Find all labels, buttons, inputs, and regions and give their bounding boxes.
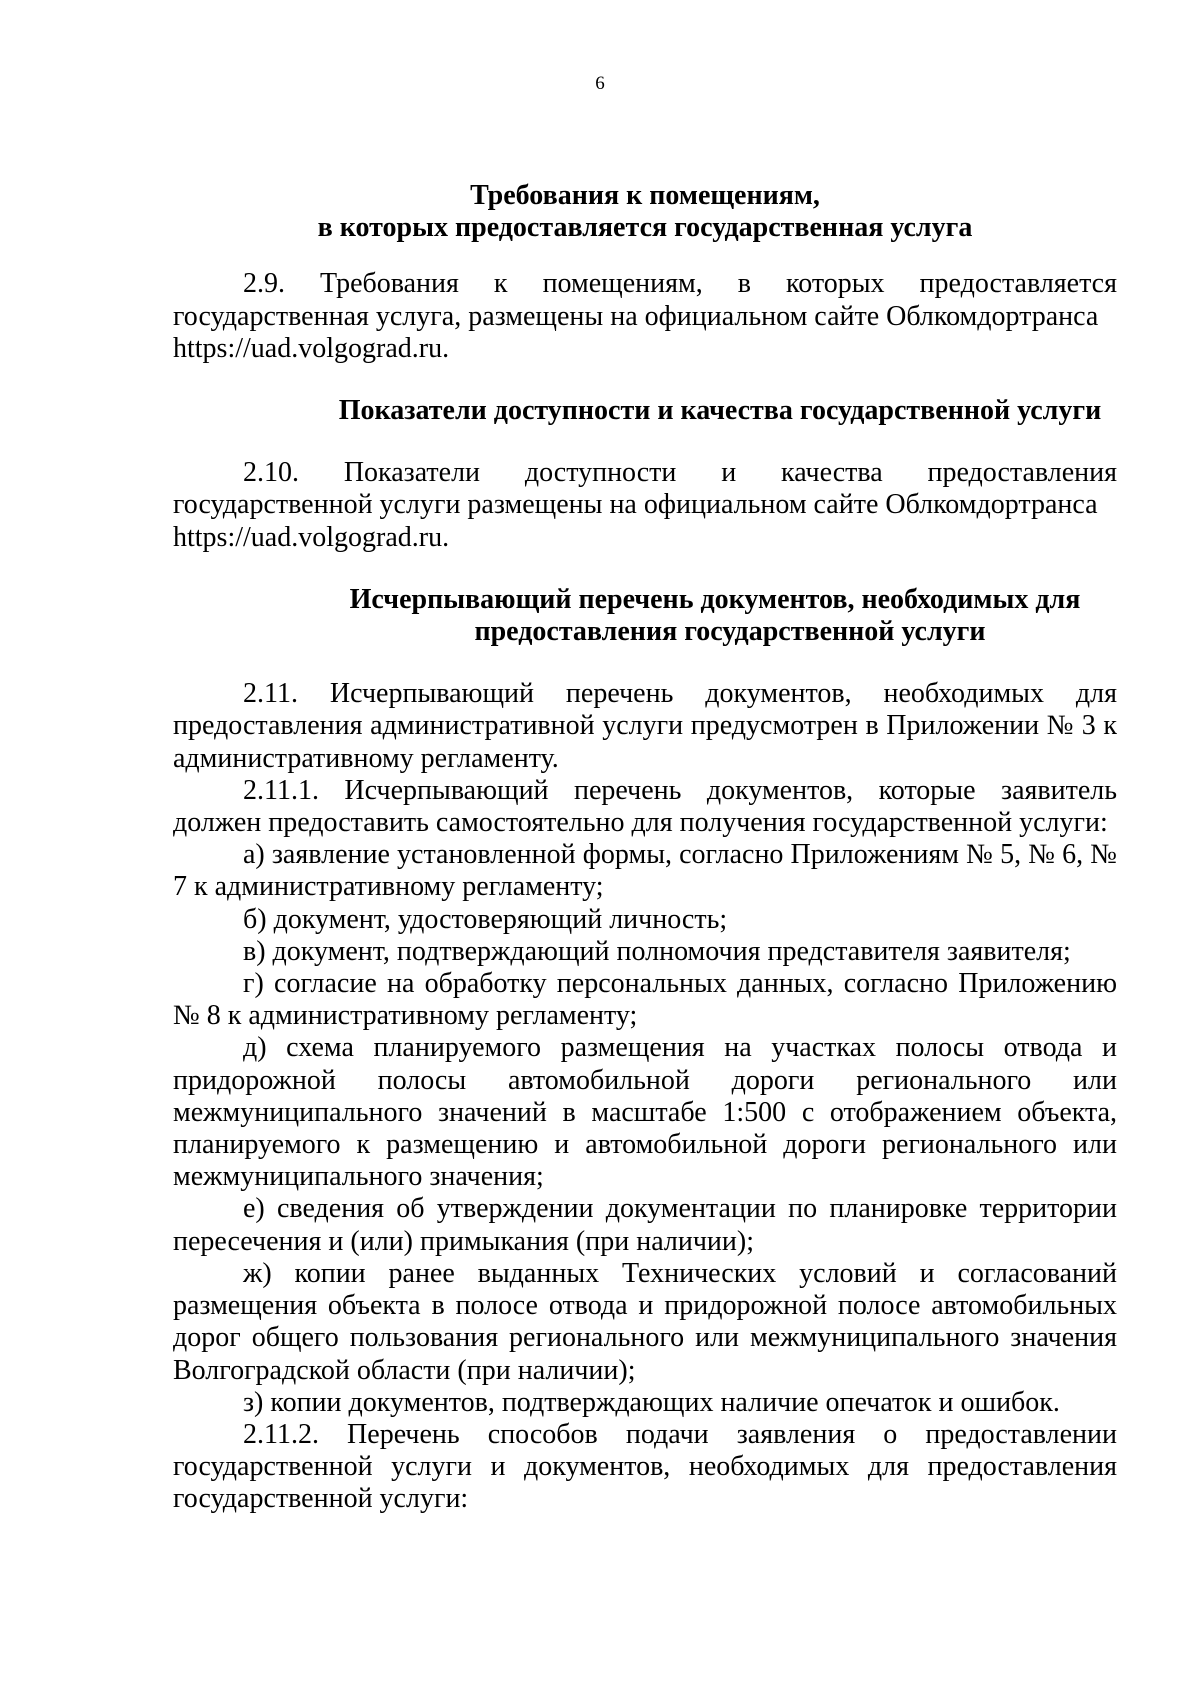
heading-line: Показатели доступности и качества государственной услуги [338,395,1102,427]
paragraph-2-11-2: 2.11.2. Перечень способов подачи заявления о предоставлении государственной услуги и документов, необходимых для предоставления государственной услуги: [173,1418,1117,1515]
document-body [173,180,1117,1516]
website-url: https://uad.volgograd.ru. [173,332,450,364]
paragraph-2-10 [173,457,1117,554]
heading-documents-list [173,584,1117,648]
list-item-d: д) схема планируемого размещения на участках полосы отвода и придорожной полосы автомобильной дороги регионального или межмуниципального значений в масштабе 1:500 с отображением объекта, планируемого к размещению и автомобильной дороги регионального или межмуниципального значения; [173,1032,1117,1193]
list-item-z: з) копии документов, подтверждающих наличие опечаток и ошибок. [243,1386,1060,1418]
list-item-g: г) согласие на обработку персональных данных, согласно Приложению № 8 к административному регламенту; [173,968,1117,1032]
website-url: https://uad.volgograd.ru. [173,521,450,553]
paragraph-text: 2.10. Показатели доступности и качества предоставления государственной услуги размещены на официальном сайте Облкомдортранса [173,457,1117,521]
heading-accessibility-indicators [173,395,1117,427]
heading-line: Требования к помещениям, [470,180,820,211]
list-item-e: е) сведения об утверждении документации по планировке территории пересечения и (или) примыкания (при наличии); [173,1193,1117,1257]
page-number: 6 [595,73,605,94]
list-item-b: б) документ, удостоверяющий личность; [243,903,728,935]
paragraph-2-9 [173,268,1117,365]
heading-premises-requirements [173,180,1117,244]
list-item-v: в) документ, подтверждающий полномочия представителя заявителя; [243,935,1071,967]
heading-line: предоставления государственной услуги [474,616,986,648]
paragraph-text: 2.9. Требования к помещениям, в которых предоставляется государственная услуга, размещены на официальном сайте Облкомдортранса [173,268,1117,332]
list-item-a: а) заявление установленной формы, согласно Приложениям № 5, № 6, № 7 к административному регламенту; [173,839,1117,903]
heading-line: Исчерпывающий перечень документов, необходимых для [349,583,1081,615]
paragraph-2-11: 2.11. Исчерпывающий перечень документов, необходимых для предоставления административной услуги предусмотрен в Приложении № 3 к административному регламенту. [173,678,1117,774]
heading-line: в которых предоставляется государственная услуга [317,212,973,244]
list-item-zh: ж) копии ранее выданных Технических условий и согласований размещения объекта в полосе отвода и придорожной полосе автомобильных дорог общего пользования регионального или межмуниципального значения Волгоградской области (при наличии); [173,1257,1117,1386]
paragraph-2-11-1: 2.11.1. Исчерпывающий перечень документов, которые заявитель должен предоставить самостоятельно для получения государственной услуги: [173,774,1117,839]
